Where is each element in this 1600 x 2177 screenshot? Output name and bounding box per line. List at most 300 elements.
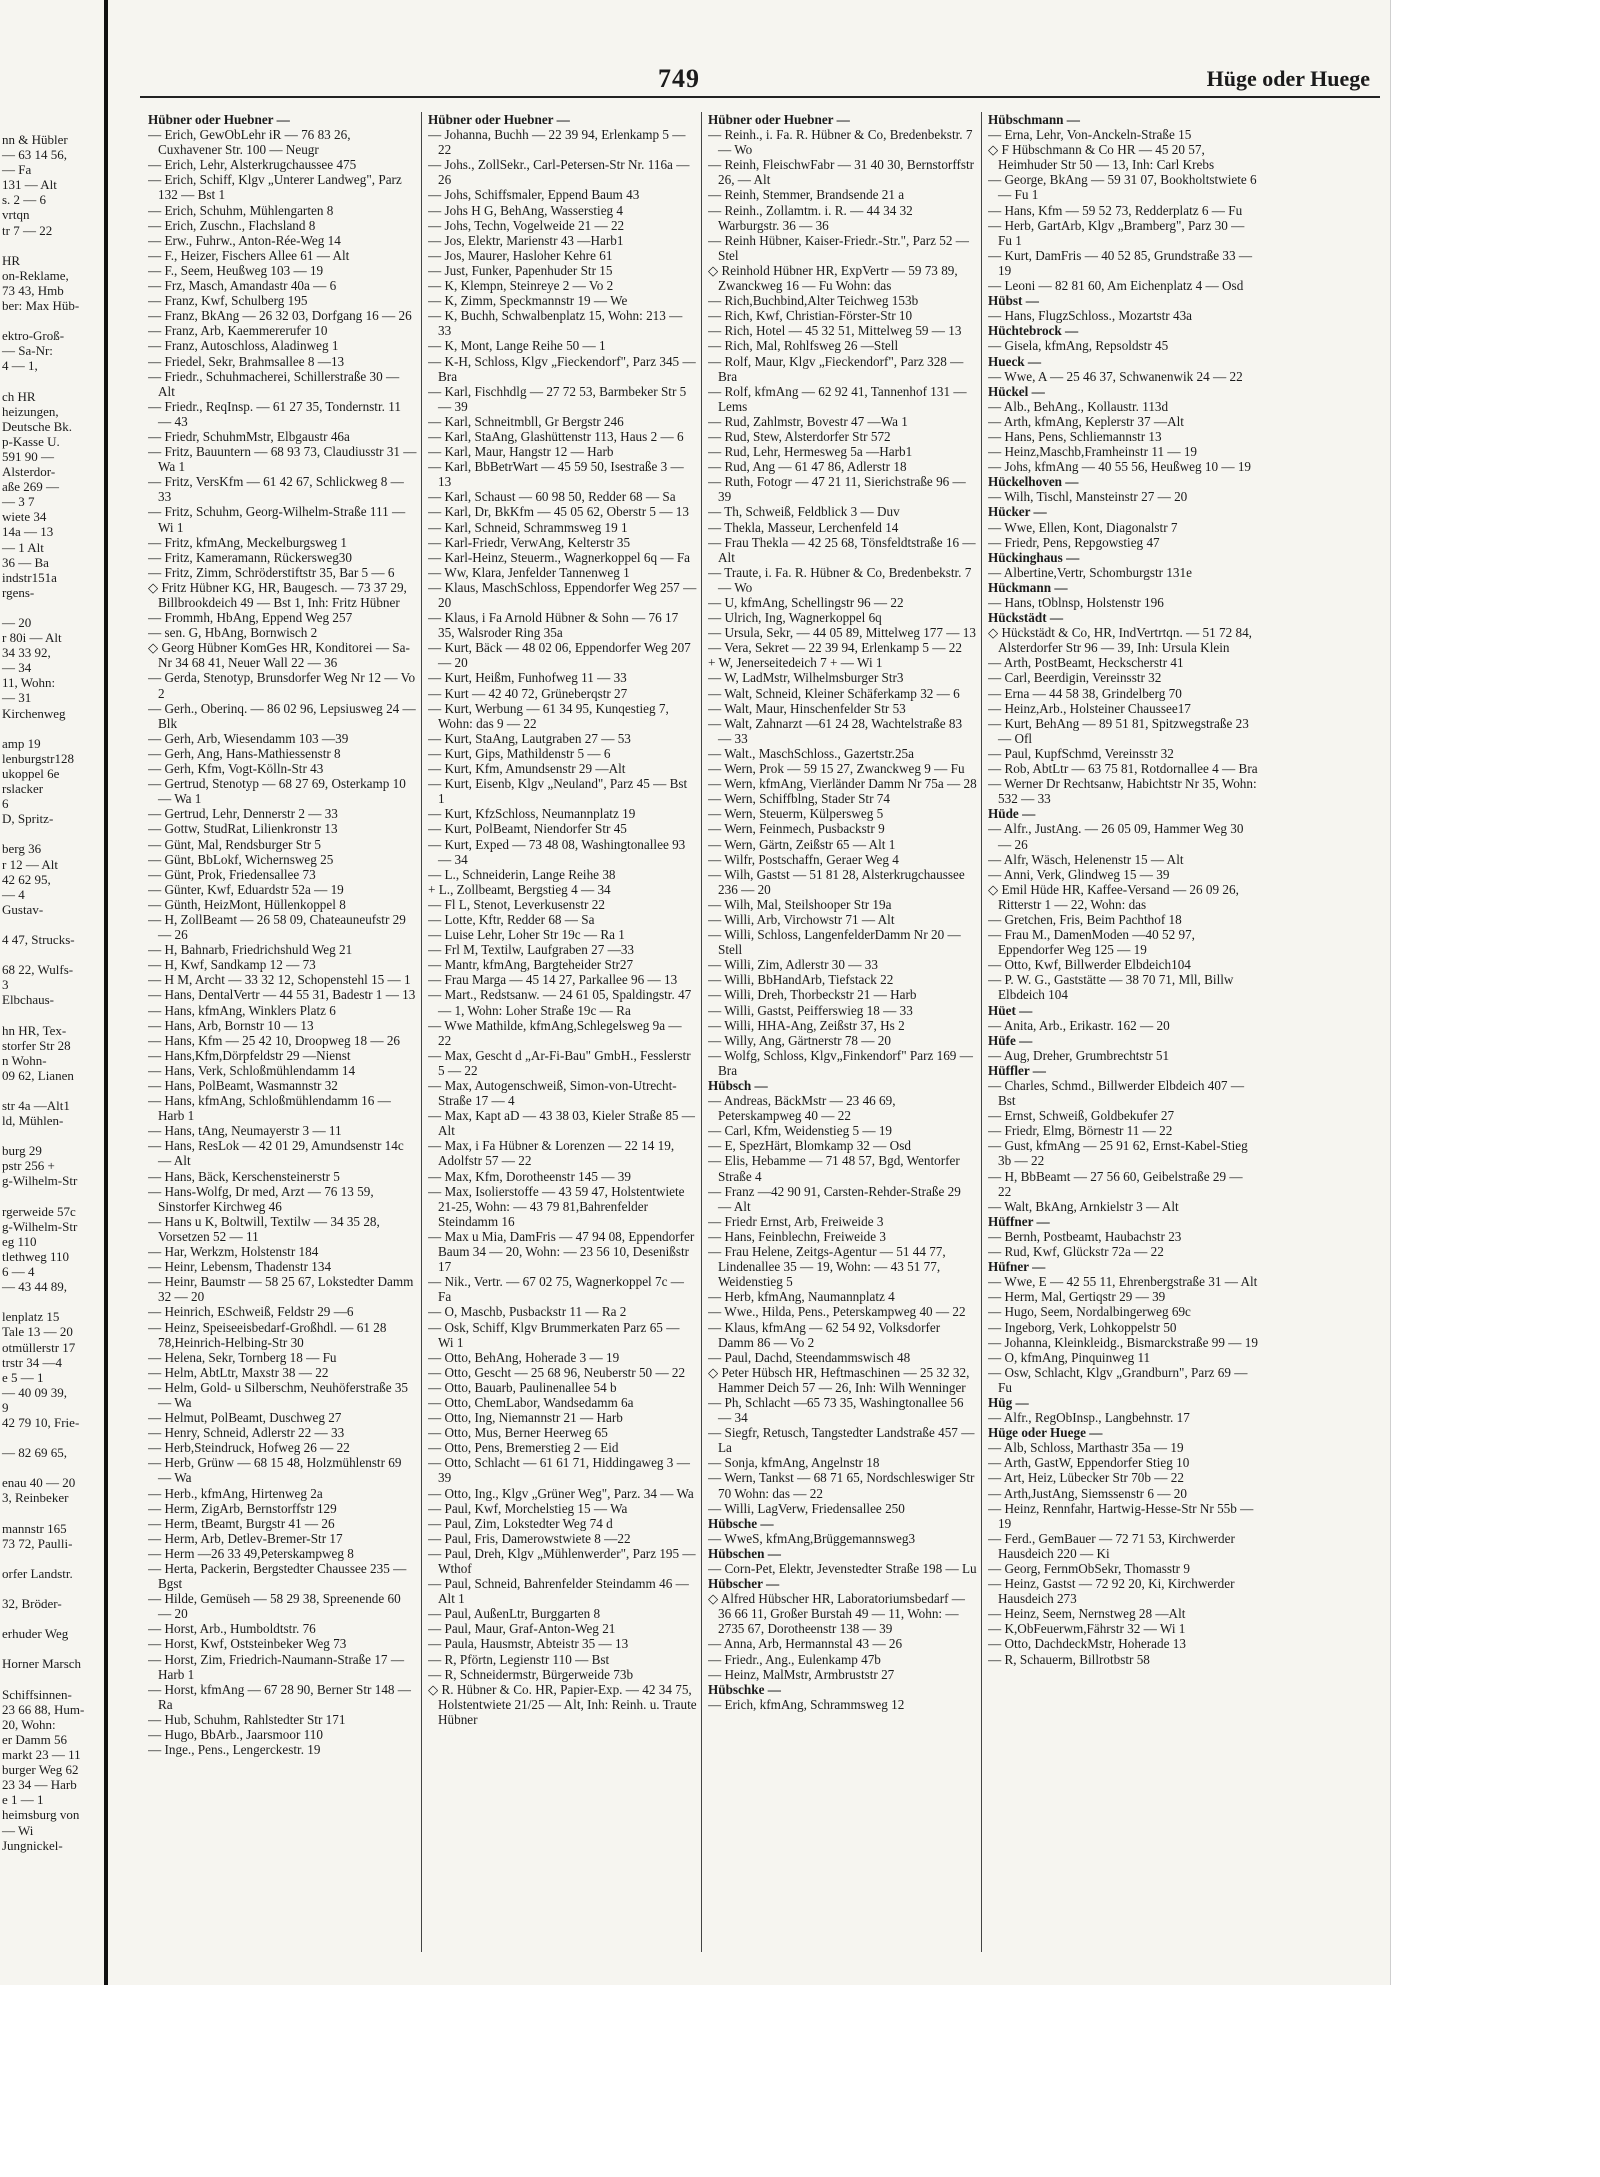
directory-entry: — Rolf, Maur, Klgv „Fieckendorf", Parz 328 — Bra [708,353,964,384]
edge-line: — 82 69 65, [2,1445,67,1461]
edge-line: ch HR [2,388,36,404]
edge-line [0,947,104,962]
edge-line: ld, Mühlen- [2,1113,64,1129]
edge-line: mannstr 165 [2,1520,67,1536]
column-3 [708,112,982,1952]
directory-entry: — Rud, Zahlmstr, Bovestr 47 —Wa 1 [708,413,908,429]
directory-entry: — Fritz, Bauuntern — 68 93 73, Claudiusstr 31 — Wa 1 [148,444,417,475]
directory-entry: — Hans, Kfm — 25 42 10, Droopweg 18 — 26 [148,1032,401,1048]
directory-entry: — Herb, kfmAng, Naumannplatz 4 [708,1289,895,1305]
edge-line: p-Kasse U. [2,433,60,449]
directory-entry: — Walt, Zahnarzt —61 24 28, Wachtelstraße 83 — 33 [708,715,963,746]
surname-heading: Hüfner — [988,1259,1046,1275]
directory-entry: — Wilh, Gastst — 51 81 28, Alsterkrugchaussee 236 — 20 [708,866,965,897]
directory-entry: — sen. G, HbAng, Bornwisch 2 [148,625,318,641]
edge-line: 6 [2,796,9,812]
surname-heading: Hüde — [988,806,1036,822]
edge-line: orfer Landstr. [2,1565,73,1581]
directory-entry: — Willi, BbHandArb, Tiefstack 22 [708,972,894,988]
directory-entry: — WweS, kfmAng,Brüggemannsweg3 [708,1530,916,1546]
surname-heading: Hückinghaus — [988,549,1080,565]
directory-entry: — Helena, Sekr, Tornberg 18 — Fu [148,1349,337,1365]
directory-entry: — Lotte, Kftr, Redder 68 — Sa [428,911,595,927]
directory-entry: — Herm, tBeamt, Burgstr 41 — 26 [148,1515,335,1531]
directory-entry: — Paul, Dreh, Klgv „Mühlenwerder", Parz 195 — Wthof [428,1545,696,1576]
directory-entry: — Ruth, Fotogr — 47 21 11, Sierichstraße 96 — 39 [708,474,966,505]
edge-line: er Damm 56 [2,1731,67,1747]
edge-line: nn & Hübler [2,132,68,147]
edge-line: 23 34 — Harb [2,1777,77,1793]
directory-entry: — Hans, Pens, Schliemannstr 13 [988,428,1162,444]
directory-entry: — Herm —26 33 49,Peterskampweg 8 [148,1545,354,1561]
edge-line: rgerweide 57c [2,1203,76,1219]
directory-entry: — Ww, Klara, Jenfelder Tannenweg 1 [428,564,630,580]
surname-heading: Hübschke — [708,1681,781,1697]
directory-entry: — Max, Gescht d „Ar-Fi-Bau" GmbH., Fesslerstr 5 — 22 [428,1047,691,1078]
directory-entry: — Willi, LagVerw, Friedensallee 250 [708,1500,905,1516]
edge-line: burger Weg 62 [2,1762,79,1778]
edge-line: 42 62 95, [2,871,51,887]
directory-entry: — Rud, Stew, Alsterdorfer Str 572 [708,428,891,444]
edge-line: rgens- [2,584,35,600]
edge-line: 32, Bröder- [2,1596,62,1612]
directory-entry: — Ph, Schlacht —65 73 35, Washingtonallee 56 — 34 [708,1394,964,1426]
directory-entry: — Kurt, StaAng, Lautgraben 27 — 53 [428,730,631,746]
directory-entry: — Karl, StaAng, Glashüttenstr 113, Haus 2 — 6 [428,428,684,444]
directory-entry: — Friedr, SchuhmMstr, Elbgaustr 46a [148,428,350,444]
directory-entry: — Franz, Autoschloss, Aladinweg 1 [148,338,339,354]
edge-line: indstr151a [2,569,57,585]
edge-line: Tale 13 — 20 [2,1324,73,1340]
directory-entry: — Johs, Schiffsmaler, Eppend Baum 43 [428,187,640,203]
directory-entry: — Alfr., JustAng. — 26 05 09, Hammer Weg 30 — 26 [988,821,1244,852]
edge-line: — 34 [2,660,32,676]
directory-entry: — Otto, Gescht — 25 68 96, Neuberstr 50 — 22 [428,1364,686,1380]
directory-entry: — Rud, Kwf, Glückstr 72a — 22 [988,1244,1164,1260]
directory-entry: — Otto, Pens, Bremerstieg 2 — Eid [428,1440,619,1456]
directory-entry: — Wwe., Hilda, Pens., Peterskampweg 40 — 22 [708,1304,966,1320]
directory-entry: + L., Zollbeamt, Bergstieg 4 — 34 [428,881,611,897]
edge-line: otmüllerstr 17 [2,1339,76,1355]
directory-entry: — Ulrich, Ing, Wagnerkoppel 6q [708,610,882,626]
directory-entry: — Karl-Heinz, Steuerm., Wagnerkoppel 6q — Fa [428,549,691,565]
directory-entry: — Carl, Beerdigin, Vereinsstr 32 [988,670,1162,686]
directory-columns [148,112,1380,1952]
edge-line: 591 90 — [2,448,54,464]
directory-entry: — K,ObFeuerwm,Fährstr 32 — Wi 1 [988,1621,1186,1637]
directory-entry: — Willi, Arb, Virchowstr 71 — Alt [708,911,895,927]
edge-line: — 3 7 [2,494,35,510]
directory-entry: — H, Kwf, Sandkamp 12 — 73 [148,957,316,973]
directory-entry: ◇ Peter Hübsch HR, Heftmaschinen — 25 32 32, Hammer Deich 57 — 26, Inh: Wilh Wenninger [708,1364,970,1395]
directory-entry: — Hugo, BbArb., Jaarsmoor 110 [148,1727,323,1743]
edge-line: 9 [2,1399,9,1415]
directory-entry: — Wern, Gärtn, Zeißstr 65 — Alt 1 [708,836,896,852]
directory-entry: — Wern, Prok — 59 15 27, Zwanckweg 9 — Fu [708,761,965,777]
directory-entry: — Günth, HeizMont, Hüllenkoppel 8 [148,896,346,912]
directory-entry: — Günt, Mal, Rendsburger Str 5 [148,836,322,852]
directory-entry: — Karl, Schneitmbll, Gr Bergstr 246 [428,413,624,429]
edge-line: 14a — 13 [2,524,54,540]
directory-entry: — Fritz, Zimm, Schröderstiftstr 35, Bar 5 — 6 [148,564,395,580]
edge-line: eg 110 [2,1233,37,1249]
directory-entry: — Paul, Fris, Damerowstwiete 8 —22 [428,1530,631,1546]
edge-line: r 80i — Alt [2,630,62,646]
edge-line: 11, Wohn: [2,675,56,691]
directory-entry: — Klaus, kfmAng — 62 54 92, Volksdorfer Damm 86 — Vo 2 [708,1319,941,1350]
edge-line: aße 269 — [2,479,60,495]
edge-line: pstr 256 + [2,1158,55,1174]
edge-line: — 1 Alt [2,539,44,555]
directory-entry: — Inge., Pens., Lengerckestr. 19 [148,1742,321,1758]
directory-entry: — Gerh, Ang, Hans-Mathiessenstr 8 [148,745,341,761]
directory-entry: — Charles, Schmd., Billwerder Elbdeich 407 — Bst [988,1078,1245,1109]
directory-entry: — Ursula, Sekr, — 44 05 89, Mittelweg 177 — 13 [708,625,976,641]
directory-entry: — Wern, Steuerm, Külpersweg 5 [708,806,884,822]
directory-entry: — Frau M., DamenModen —40 52 97, Eppendorfer Weg 125 — 19 [988,927,1195,958]
directory-entry: — Paul, Maur, Graf-Anton-Weg 21 [428,1621,616,1637]
directory-entry: — F., Seem, Heußweg 103 — 19 [148,262,324,278]
directory-entry: — Otto, Kwf, Billwerder Elbdeich104 [988,957,1191,973]
surname-heading: Hüchtebrock — [988,323,1079,339]
directory-entry: — Hans, ResLok — 42 01 29, Amundsenstr 14c — Alt [148,1138,404,1169]
edge-line: berg 36 [2,841,42,857]
directory-entry: — Hans, Verk, Schloßmühlendamm 14 [148,1062,356,1078]
directory-entry: — Erich, Zuschn., Flachsland 8 [148,217,316,233]
edge-line: 23 66 88, Hum- [2,1701,85,1717]
surname-heading: Hübsch — [708,1078,768,1093]
directory-entry: — Paul, AußenLtr, Burggarten 8 [428,1606,601,1622]
directory-entry: — Alfr, Wäsch, Helenenstr 15 — Alt [988,851,1184,867]
directory-entry: — Frau Thekla — 42 25 68, Tönsfeldtstraße 16 — Alt [708,534,976,565]
directory-entry: — Herb., kfmAng, Hirtenweg 2a [148,1485,323,1501]
directory-entry: — Alb, Schloss, Marthastr 35a — 19 [988,1440,1184,1456]
directory-entry: — Hans-Wolfg, Dr med, Arzt — 76 13 59, Sinstorfer Kirchweg 46 [148,1183,374,1214]
edge-line: ukoppel 6e [2,765,60,781]
edge-line: on-Reklame, [2,267,69,283]
edge-line: — 40 09 39, [2,1384,67,1400]
directory-entry: — K, Buchh, Schwalbenplatz 15, Wohn: 213 — 33 [428,308,683,339]
directory-entry: — Günter, Kwf, Eduardstr 52a — 19 [148,881,344,897]
directory-entry: — Heinz,Arb., Holsteiner Chaussee17 [988,700,1191,716]
edge-line [0,917,104,932]
directory-entry: — Hans, PolBeamt, Wasmannstr 32 [148,1078,338,1093]
edge-line: tr 7 — 22 [2,222,53,238]
directory-entry: — Kurt, Werbung — 61 34 95, Kunqestieg 7, Wohn: das 9 — 22 [428,700,669,731]
directory-entry: — Kurt, KfzSchloss, Neumannplatz 19 [428,806,636,822]
edge-line: 3 [2,977,9,993]
directory-entry: — Hub, Schuhm, Rahlstedter Str 171 [148,1711,346,1727]
directory-entry: — O, Maschb, Pusbackstr 11 — Ra 2 [428,1304,627,1320]
edge-line: 73 43, Hmb [2,282,64,298]
directory-entry: — Gerh, Arb, Wiesendamm 103 —39 [148,730,349,746]
directory-entry: — Hans,Kfm,Dörpfeldstr 29 —Nienst [148,1047,351,1063]
edge-line [0,1128,104,1143]
directory-entry: — H, ZollBeamt — 26 58 09, Chateauneufstr 29 — 26 [148,911,406,943]
directory-entry: — R, Schauerm, Billrotbstr 58 [988,1651,1150,1667]
directory-entry: — Hans u K, Boltwill, Textilw — 34 35 28, Vorsetzen 52 — 11 [148,1213,380,1244]
surname-heading: Hübner oder Huebner — [708,112,850,127]
directory-entry: — Hans, FlugzSchloss., Mozartstr 43a [988,308,1193,324]
directory-entry: — Wern, Tankst — 68 71 65, Nordschleswiger Str 70 Wohn: das — 22 [708,1470,975,1501]
edge-line [0,600,104,615]
directory-entry: — Gottw, StudRat, Lilienkronstr 13 [148,821,338,837]
directory-entry: — Klaus, i Fa Arnold Hübner & Sohn — 76 17 35, Walsroder Ring 35a [428,610,679,641]
directory-entry: — Rich, Kwf, Christian-Förster-Str 10 [708,308,913,324]
edge-line: 42 79 10, Frie- [2,1414,80,1430]
directory-entry: — Franz, Kwf, Schulberg 195 [148,293,308,309]
directory-entry: — Carl, Kfm, Weidenstieg 5 — 19 [708,1123,893,1139]
edge-line: — Sa-Nr: [2,343,53,359]
edge-line: ber: Max Hüb- [2,298,80,314]
directory-entry: — Paul, Kwf, Morchelstieg 15 — Wa [428,1500,628,1516]
directory-entry: + W, Jenerseitedeich 7 + — Wi 1 [708,655,883,671]
directory-entry: — Wern, Schiffblng, Stader Str 74 [708,791,890,807]
edge-line: Deutsche Bk. [2,418,73,434]
directory-entry: — W, LadMstr, Wilhelmsburger Str3 [708,670,904,686]
directory-entry: — Ingeborg, Verk, Lohkoppelstr 50 [988,1319,1177,1335]
directory-entry: — Th, Schweiß, Feldblick 3 — Duv [708,504,900,520]
surname-heading: Hübner oder Huebner — [148,112,290,127]
directory-entry: — Werner Dr Rechtsanw, Habichtstr Nr 35, Wohn: 532 — 33 [988,776,1257,807]
directory-entry: — Frl M, Textilw, Laufgraben 27 —33 [428,942,635,958]
directory-entry: — Anni, Verk, Glindweg 15 — 39 [988,866,1170,882]
directory-entry: ◇ Emil Hüde HR, Kaffee-Versand — 26 09 26, Ritterstr 1 — 22, Wohn: das [988,881,1239,912]
directory-entry: — Gerh., Oberinq. — 86 02 96, Lepsiusweg 24 — Blk [148,700,416,731]
edge-line: r 12 — Alt [2,856,58,872]
directory-entry: — Gertrud, Lehr, Dennerstr 2 — 33 [148,806,338,822]
edge-line: s. 2 — 6 [2,192,47,208]
directory-entry: — Otto, Ing, Niemannstr 21 — Harb [428,1410,623,1426]
page-header [140,58,1380,98]
directory-entry: — Reinh., Zollamtm. i. R. — 44 34 32 Warburgstr. 36 — 36 [708,202,913,233]
directory-entry: — Johs, kfmAng — 40 55 56, Heußweg 10 — 19 [988,459,1252,475]
directory-entry: — Wilfr, Postschaffn, Geraer Weg 4 [708,851,899,867]
directory-entry: — Mart., Redstsanw. — 24 61 05, Spaldingstr. 47 — 1, Wohn: Loher Straße 19c — Ra [428,987,692,1018]
column-1 [148,112,422,1952]
directory-entry: — Mantr, kfmAng, Bargteheider Str27 [428,957,634,973]
directory-entry: — Wilh, Tischl, Mansteinstr 27 — 20 [988,489,1188,505]
directory-entry: — Erich, kfmAng, Schrammsweg 12 [708,1696,905,1712]
directory-entry: — Alfr., RegObInsp., Langbehnstr. 17 [988,1410,1190,1426]
directory-entry: — Max, Autogenschweiß, Simon-von-Utrecht-Straße 17 — 4 [428,1078,677,1109]
edge-line [0,1007,104,1022]
directory-entry: — Gisela, kfmAng, Repsoldstr 45 [988,338,1169,354]
edge-line: str 4a —Alt1 [2,1098,70,1113]
directory-entry: — Erna, Lehr, Von-Anckeln-Straße 15 [988,127,1192,143]
surname-heading: Hüffner — [988,1213,1050,1229]
directory-entry: — Frommh, HbAng, Eppend Weg 257 [148,610,353,626]
edge-line [0,1189,104,1204]
directory-entry: — Herm, ZigArb, Bernstorffstr 129 [148,1500,337,1516]
edge-line: hn HR, Tex- [2,1022,67,1038]
directory-entry: — Elis, Hebamme — 71 48 57, Bgd, Wentorfer Straße 4 [708,1153,960,1184]
directory-entry: — Kurt, Exped — 73 48 08, Washingtonallee 93 — 34 [428,836,686,867]
directory-entry: — Willi, Schloss, LangenfelderDamm Nr 20 — Stell [708,927,961,958]
surname-heading: Hückstädt — [988,610,1064,626]
edge-line: 73 72, Paulli- [2,1535,73,1551]
directory-entry: — Alb., BehAng., Kollaustr. 113d [988,398,1169,414]
directory-entry: — Jos, Elektr, Marienstr 43 —Harb1 [428,232,624,248]
directory-entry: — Kurt — 42 40 72, Grüneberqstr 27 [428,685,628,701]
directory-entry: — U, kfmAng, Schellingstr 96 — 22 [708,595,904,610]
directory-entry: — Reinh., i. Fa. R. Hübner & Co, Bredenbekstr. 7 — Wo [708,127,973,158]
directory-entry: — Arth,JustAng, Siemssenstr 6 — 20 [988,1485,1187,1501]
edge-line [0,1460,104,1475]
directory-entry: — Arth, kfmAng, Keplerstr 37 —Alt [988,413,1184,429]
edge-line: e 5 — 1 [2,1369,44,1385]
edge-line: g-Wilhelm-Str [2,1218,78,1234]
directory-entry: — K, Klempn, Steinreye 2 — Vo 2 [428,278,614,294]
directory-entry: — Horst, Zim, Friedrich-Naumann-Straße 17 — Harb 1 [148,1651,405,1682]
surname-heading: Hüg — [988,1394,1029,1410]
edge-line: trstr 34 —4 [2,1354,62,1370]
directory-entry: — Har, Werkzm, Holstenstr 184 [148,1244,319,1260]
running-head: Hüge oder Huege [1206,66,1370,91]
directory-entry: — Rob, AbtLtr — 63 75 81, Rotdornallee 4 — Bra [988,761,1258,777]
edge-line: — 63 14 56, [2,147,67,163]
edge-line: 4 — 1, [2,358,38,374]
edge-line: vrtqn [2,207,30,223]
directory-entry: — Max, Kfm, Dorotheenstr 145 — 39 [428,1168,631,1184]
directory-entry: — Georg, FernmObSekr, Thomasstr 9 [988,1561,1190,1576]
directory-entry: — Hans, Arb, Bornstr 10 — 13 [148,1017,314,1033]
edge-line: burg 29 [2,1143,42,1159]
directory-entry: — Hans, kfmAng, Schloßmühlendamm 16 — Harb 1 [148,1093,391,1124]
directory-entry: — Osk, Schiff, Klgv Brummerkaten Parz 65 — Wi 1 [428,1319,680,1350]
directory-entry: — Erna — 44 58 38, Grindelberg 70 [988,685,1182,701]
directory-entry: — Heinz, Rennfahr, Hartwig-Hesse-Str Nr 55b — 19 [988,1500,1254,1531]
edge-line [0,1294,104,1309]
directory-entry: — Bernh, Postbeamt, Haubachstr 23 [988,1228,1182,1244]
directory-entry: — Herb,Steindruck, Hofweg 26 — 22 [148,1440,350,1456]
directory-entry: — Herm, Mal, Gertiqstr 29 — 39 [988,1289,1166,1305]
directory-entry: — Heinz, MalMstr, Armbruststr 27 [708,1666,895,1682]
edge-line [0,826,104,841]
directory-entry: — Wolfg, Schloss, Klgv„Finkendorf" Parz 169 — Bra [708,1047,973,1078]
directory-entry: — Johanna, Buchh — 22 39 94, Erlenkamp 5 — 22 [428,127,686,158]
edge-line: heizungen, [2,403,59,419]
directory-entry: — Paul, KupfSchmd, Vereinsstr 32 [988,745,1174,761]
directory-entry: — Andreas, BäckMstr — 23 46 69, Peterskampweg 40 — 22 [708,1093,896,1124]
edge-line: — 20 [2,615,32,630]
directory-entry: — Sonja, kfmAng, Angelnstr 18 [708,1455,880,1471]
directory-entry: — Heinz, Gastst — 72 92 20, Ki, Kirchwerder Hausdeich 273 [988,1576,1235,1607]
directory-entry: — Horst, kfmAng — 67 28 90, Berner Str 148 — Ra [148,1681,411,1712]
directory-entry: — Jos, Maurer, Hasloher Kehre 61 [428,247,613,263]
directory-entry: — Otto, BehAng, Hoherade 3 — 19 [428,1349,620,1365]
surname-heading: Hüffler — [988,1062,1046,1078]
directory-entry: — Ernst, Schweiß, Goldbekufer 27 [988,1108,1175,1124]
directory-entry: — Paul, Zim, Lokstedter Weg 74 d [428,1515,613,1531]
directory-entry: — Johanna, Kleinkleidg., Bismarckstraße 99 — 19 [988,1334,1258,1350]
edge-line: Elbchaus- [2,992,54,1008]
surname-heading: Hüfe — [988,1032,1033,1048]
edge-line: 20, Wohn: [2,1716,56,1732]
directory-entry: — Leoni — 82 81 60, Am Eichenplatz 4 — Osd [988,278,1244,294]
directory-entry: — Osw, Schlacht, Klgv „Grandburn", Parz 69 — Fu [988,1364,1248,1395]
directory-entry: — Klaus, MaschSchloss, Eppendorfer Weg 257 — 20 [428,579,697,610]
directory-entry: — R, Pförtn, Legienstr 110 — Bst [428,1651,610,1667]
directory-entry: ◇ Hückstädt & Co, HR, IndVertrtqn. — 51 72 84, Alsterdorfer Str 96 — 39, Inh: Ursula Klein [988,625,1252,656]
directory-entry: — Hilde, Gemüseh — 58 29 38, Spreenende 60 — 20 [148,1591,401,1622]
directory-entry: — Reinh Hübner, Kaiser-Friedr.-Str.", Parz 52 — Stel [708,232,969,263]
edge-line [0,1430,104,1445]
directory-entry: — Siegfr, Retusch, Tangstedter Landstraße 457 — La [708,1425,975,1456]
directory-entry: — Friedr., Ang., Eulenkamp 47b [708,1651,881,1667]
directory-entry: — Hans, DentalVertr — 44 55 31, Badestr 1 — 13 [148,987,416,1003]
directory-entry: — Kurt, Eisenb, Klgv „Neuland", Parz 45 — Bst 1 [428,776,688,807]
directory-entry: — R, Schneidermstr, Bürgerweide 73b [428,1666,634,1682]
surname-heading: Hückmann — [988,579,1068,595]
directory-entry: — Willi, Dreh, Thorbeckstr 21 — Harb [708,987,917,1003]
directory-entry: — Hans, kfmAng, Winklers Platz 6 [148,1002,336,1018]
directory-entry: — Aug, Dreher, Grumbrechtstr 51 [988,1047,1170,1063]
edge-line: 4 47, Strucks- [2,931,75,947]
directory-entry: — Helm, AbtLtr, Maxstr 38 — 22 [148,1364,329,1380]
directory-entry: — Franz, BkAng — 26 32 03, Dorfgang 16 — 26 [148,308,412,324]
edge-line: heimsburg von [2,1807,80,1823]
edge-line: enau 40 — 20 [2,1475,76,1491]
surname-heading: Hübsche — [708,1515,774,1531]
edge-line: — 43 44 89, [2,1279,67,1295]
directory-entry: — Anita, Arb., Erikastr. 162 — 20 [988,1017,1170,1033]
directory-entry: — Karl, Schneid, Schrammsweg 19 1 [428,519,628,535]
edge-line: Schiffsinnen- [2,1686,72,1702]
edge-line [0,374,104,389]
directory-entry: — Heinr, Baumstr — 58 25 67, Lokstedter Damm 32 — 20 [148,1274,414,1305]
directory-entry: ◇ Fritz Hübner KG, HR, Baugesch. — 73 37 29, Billbrookdeich 49 — Bst 1, Inh: Fritz Hübner [148,579,407,610]
edge-line: D, Spritz- [2,811,54,827]
directory-entry: — E, SpezHärt, Blomkamp 32 — Osd [708,1138,911,1154]
directory-entry: — Walt, BkAng, Arnkielstr 3 — Alt [988,1198,1179,1214]
directory-entry: — Paul, Schneid, Bahrenfelder Steindamm 46 — Alt 1 [428,1576,689,1607]
directory-entry: — Franz, Arb, Kaemmererufer 10 [148,323,328,339]
directory-entry: — Rolf, kfmAng — 62 92 41, Tannenhof 131 — Lems [708,383,967,414]
directory-entry: — Willi, Gastst, Peifferswieg 18 — 33 [708,1002,913,1018]
directory-entry: — Günt, Prok, Friedensallee 73 [148,866,316,882]
directory-entry: — Kurt, Kfm, Amundsenstr 29 —Alt [428,761,626,777]
scan-margin [0,1985,1600,2177]
directory-entry: ◇ Alfred Hübscher HR, Laboratoriumsbedarf — 36 66 11, Großer Burstah 49 — 11, Wohn: — 2735 67, Dorotheenstr 138 — 39 [708,1591,965,1637]
edge-line: storfer Str 28 [2,1037,71,1053]
directory-entry: — H, BbBeamt — 27 56 60, Geibelstraße 29 — 22 [988,1168,1243,1199]
surname-heading: Hückelhoven — [988,474,1079,490]
surname-heading: Hübner oder Huebner — [428,112,570,127]
directory-entry: — Wilh, Mal, Steilshooper Str 19a [708,896,892,912]
directory-entry: — Gust, kfmAng — 25 91 62, Ernst-Kabel-Stieg 3b — 22 [988,1138,1248,1169]
directory-entry: ◇ R. Hübner & Co. HR, Papier-Exp. — 42 34 75, Holstentwiete 21/25 — Alt, Inh: Reinh. u. Traute Hübner [428,1681,697,1727]
directory-entry: — Hans, Bäck, Kerschensteinerstr 5 [148,1168,340,1184]
directory-entry: ◇ F Hübschmann & Co HR — 45 20 57, Heimhuder Str 50 — 13, Inh: Carl Krebs [988,142,1215,173]
surname-heading: Hüge oder Huege — [988,1425,1103,1441]
edge-line: tlethweg 110 [2,1248,70,1264]
directory-entry: — Gertrud, Stenotyp — 68 27 69, Osterkamp 10 — Wa 1 [148,776,406,807]
directory-entry: — Rich,Buchbind,Alter Teichweg 153b [708,293,919,309]
directory-entry: — Wwe, Ellen, Kont, Diagonalstr 7 [988,519,1178,535]
edge-line: — 31 [2,690,32,706]
surname-heading: Hückel — [988,383,1045,399]
surname-heading: Hübscher — [708,1576,780,1592]
directory-entry: — Hans, Feinblechn, Freiweide 3 [708,1228,886,1244]
directory-entry: ◇ Georg Hübner KomGes HR, Konditorei — Sa-Nr 34 68 41, Neuer Wall 22 — 36 [148,640,410,671]
directory-entry: — Paula, Hausmstr, Abteistr 35 — 13 [428,1636,629,1652]
directory-entry: — Hans, tAng, Neumayerstr 3 — 11 [148,1123,342,1139]
directory-entry: — Traute, i. Fa. R. Hübner & Co, Bredenbekstr. 7 — Wo [708,564,972,595]
edge-line: markt 23 — 11 [2,1747,81,1763]
surname-heading: Hueck — [988,353,1042,369]
edge-line: 09 62, Lianen [2,1067,74,1083]
